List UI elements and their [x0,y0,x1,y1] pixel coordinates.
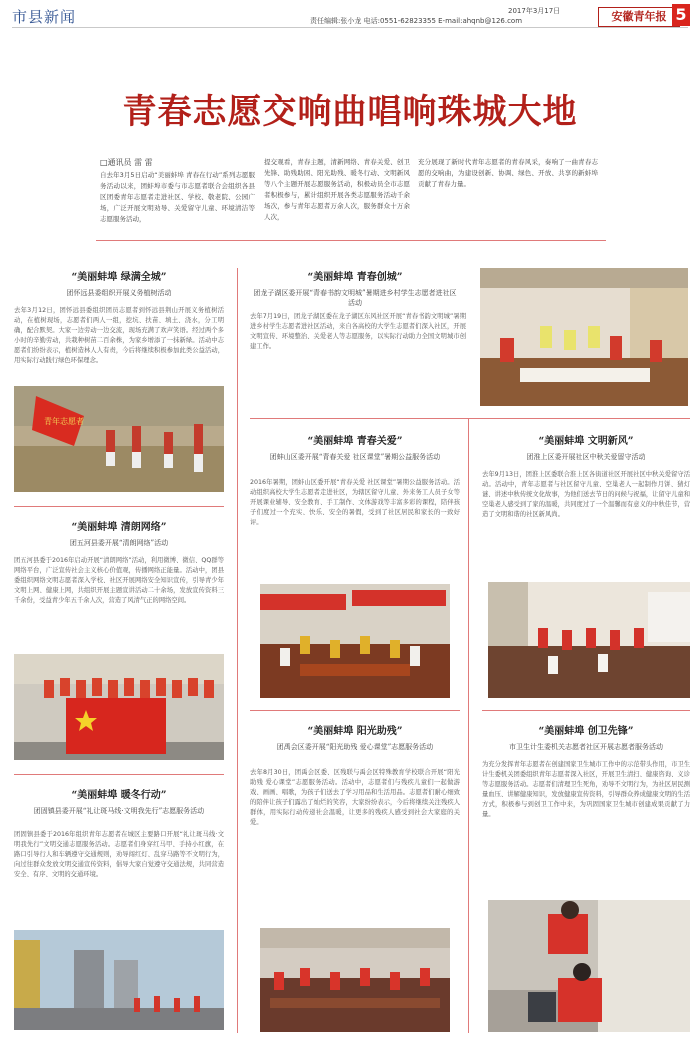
article-8-subtitle: 市卫生计生委机关志愿者社区开展志愿者服务活动 [509,743,663,751]
lead-col-2: 提交观看，青春主题，清新网络、青春关爱、创卫先锋、助残助困、阳光助残、暖冬行动、文明新风等八个主题开展志愿服务活动，积极动员全市志愿者积极参与，累计组织开展各类志愿服务活动千余场次，参与青年志愿者万余人次，服务群众十万余人次， [264,158,410,221]
article-6-body: 去年8月30日，团禹会区委、区残联与禹会区特殊教育学校联合开展“阳光助残 爱心课堂”志愿服务活动。活动中，志愿者们与残疾儿童们一起做游戏、画画、唱歌，为孩子们送去了学习用品和生活用品。志愿者们耐心细致的陪伴让孩子们露出了灿烂的笑容，大家纷纷表示，今后将继续关注残疾人群体，用实际行动传递社会温暖，让更多的残疾人感受到社会大家庭的关爱。 [250,769,460,826]
photo-tree-planting [14,386,224,492]
article-7-subtitle: 团淮上区委开展社区中秋关爱留守活动 [526,453,646,461]
article-1-body: 去年3月12日，团怀远县委组织团员志愿者到怀远县荆山开展义务植树活动，在植树现场，志愿者们两人一组，挖坑、扶苗、填土、浇水，分工明确，配合默契。大家一边劳动一边交流，现场充满了欢声笑语。经过两个多小时的辛勤劳动，共栽种树苗二百余株，为家乡增添了一抹新绿。活动中志愿者们纷纷表示，植树造林人人有责，今后将继续积极参加此类公益活动，用实际行动践行绿色环保理念。 [14,307,224,364]
section-title: 市县新闻 [12,8,77,26]
lead-col-1: 自去年3月5日启动“美丽蚌埠 青春在行动”系列志愿服务活动以来，团蚌埠市委与市志愿者联合会组织各县区团委青年志愿者走进社区、学校、敬老院、公园广场，广泛开展文明劝导、关爱留守儿童、环境清洁等志愿服务活动， [100,171,255,223]
divider-2 [14,774,224,775]
column-divider-left [237,268,238,1033]
photo-community-hall [488,582,690,698]
article-4-subtitle: 团龙子湖区委开展“青春书韵文明城”暑期进乡村学生志愿者进社区活动 [253,289,457,307]
article-2-subtitle: 团五河县委开展“清朗网络”活动 [69,539,169,547]
flag-text: 青年志愿者 [44,417,84,426]
article-5-subtitle: 团蚌山区委开展“青春关爱 社区课堂”暑期公益服务活动 [269,453,441,461]
editor-info: 责任编辑:张小龙 电话:0551-62823355 E-mail:ahqnb@126.com [310,17,523,25]
issue-date: 2017年3月17日 [508,7,561,15]
article-6-subtitle: 团禹会区委开展“阳光助残 爱心课堂”志愿服务活动 [276,743,434,751]
article-3-subtitle: 团固镇县委开展“礼让斑马线·文明我先行”志愿服务活动 [33,807,205,815]
article-1-title: “美丽蚌埠 绿满全城” [71,272,167,283]
article-2-body: 团五河县委于2016年启动开展“清朗网络”活动，利用微博、微信、QQ群等网络平台，广泛宣传社会主义核心价值观，传播网络正能量。活动中，团县委组织网络文明志愿者深入学校、社区开展网络安全知识宣传，引导青少年文明上网、健康上网，共组织开展主题宣讲活动二十余场，发放宣传资料三千余份，受益青少年五千余人次，营造了风清气正的网络空间。 [14,557,224,604]
photo-street [14,930,224,1030]
article-4-body: 去年7月19日，团龙子湖区委在龙子湖区东风社区开展“青春书韵文明城”暑期进乡村学生志愿者进社区活动，来自各高校的大学生志愿者们深入社区，开展文明宣传、环境整治、关爱老人等志愿服务，以实际行动助力全国文明城市创建工作。 [250,313,466,350]
page-number-badge: 5 [672,4,690,26]
divider-4 [250,710,460,711]
photo-cleaning [488,900,690,1032]
article-7-body: 去年9月13日，团淮上区委联合淮上区各街道社区开展社区中秋关爱留守活动。活动中，青年志愿者与社区留守儿童、空巢老人一起制作月饼、猜灯谜、讲述中秋传统文化故事，为他们送去节日的问候与祝福，让留守儿童和空巢老人感受到了家的温暖，共同度过了一个温馨而有意义的中秋佳节，营造了文明和谐的社区新风尚。 [482,471,690,518]
photo-disabled-children [260,928,450,1032]
lead-divider [96,240,606,241]
byline: □通讯员 雷 雷 [100,158,153,167]
column-divider-right [468,418,469,1033]
article-8-title: “美丽蚌埠 创卫先锋” [538,726,634,737]
main-headline: 青春志愿交响曲唱响珠城大地 [122,92,578,132]
article-1-subtitle: 团怀远县委组织开展义务植树活动 [66,289,172,297]
article-5-body: 2016年暑期，团蚌山区委开展“青春关爱 社区课堂”暑期公益服务活动。活动组织高校大学生志愿者走进社区，为辖区留守儿童、外来务工人员子女等开展课业辅导、安全教育、手工制作、文体游戏等丰富多彩的课程，陪伴孩子们度过一个充实、快乐、安全的暑假，受到了社区居民和家长的一致好评。 [250,479,460,526]
divider-3 [250,418,690,419]
article-4-title: “美丽蚌埠 青春创城” [307,272,403,283]
photo-classroom [260,584,450,698]
article-3-title: “美丽蚌埠 暖冬行动” [71,790,167,801]
article-7-title: “美丽蚌埠 文明新风” [538,436,634,447]
header-divider [12,27,688,28]
lead-col-3: 充分展现了新时代青年志愿者的青春风采，奏响了一曲青春志愿的交响曲，为建设创新、协调、绿色、开放、共享的新蚌埠贡献了青春力量。 [418,158,598,188]
photo-meeting-room [480,268,688,406]
article-6-title: “美丽蚌埠 阳光助残” [307,726,403,737]
divider-5 [482,710,690,711]
newspaper-logo: 安徽青年报 [598,7,680,27]
article-8-body: 为充分发挥青年志愿者在创建国家卫生城市工作中的示范带头作用，市卫生计生委机关团委组织青年志愿者深入社区，开展卫生清扫、健康咨询、义诊等志愿服务活动。志愿者们清理卫生死角，劝导不文明行为，为社区居民测量血压、讲解健康知识，发放健康宣传资料，引导群众养成健康文明的生活方式，积极参与到创卫工作中来，为巩固国家卫生城市创建成果贡献了力量。 [482,761,690,818]
photo-flag-group [14,654,224,760]
article-3-body: 团固镇县委于2016年组织青年志愿者在城区主要路口开展“礼让斑马线·文明我先行”文明交通志愿服务活动。志愿者们身穿红马甲、手持小红旗，在路口引导行人和车辆遵守交通规则，劝导闯红灯、乱穿马路等不文明行为，向过往群众发放文明交通宣传资料，倡导大家自觉遵守交通法规，共同营造安全、有序、文明的交通环境。 [14,831,224,878]
article-5-title: “美丽蚌埠 青春关爱” [307,436,403,447]
article-2-title: “美丽蚌埠 清朗网络” [71,522,167,533]
divider-1 [14,506,224,507]
